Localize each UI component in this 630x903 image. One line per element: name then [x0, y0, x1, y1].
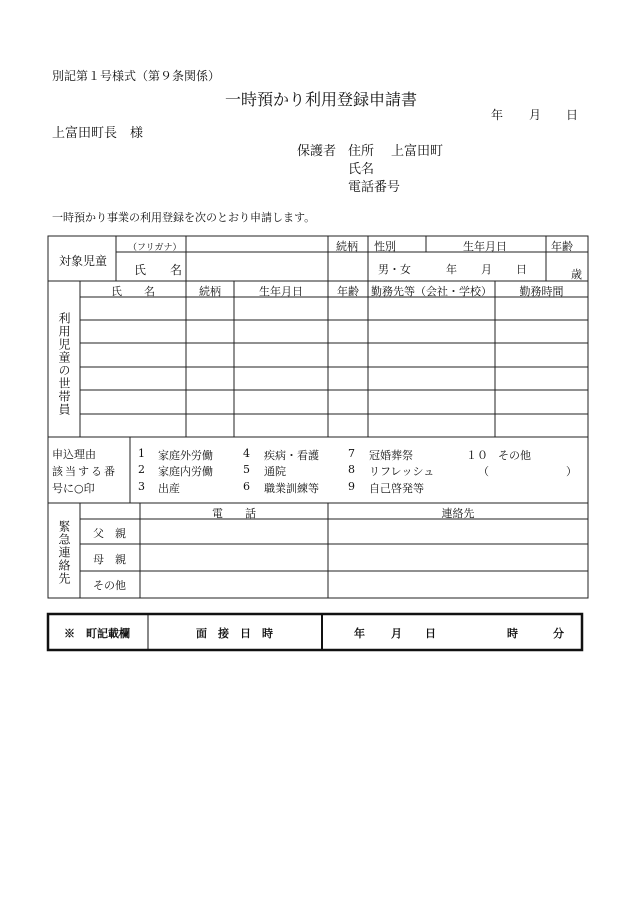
- child-birth-label: 生年月日: [463, 240, 507, 253]
- office-year: 年: [354, 627, 365, 640]
- household-col-hours: 勤務時間: [519, 285, 564, 298]
- address-label: 住所: [348, 144, 375, 159]
- household-col-workplace: 勤務先等（会社・学校）: [371, 285, 492, 298]
- other-paren-close: ）: [566, 465, 577, 478]
- other-paren-open: （: [478, 465, 489, 478]
- reason-3-text: 出産: [158, 482, 180, 495]
- household-col-birth: 生年月日: [259, 285, 303, 298]
- reason-1-no[interactable]: 1: [138, 447, 145, 460]
- interview-label: 面 接 日 時: [196, 627, 273, 640]
- reason-label-line1: 申込理由: [52, 448, 96, 461]
- household-col-name: 氏 名: [111, 285, 155, 298]
- date-year-label: 年: [491, 108, 504, 122]
- household-col-relation: 続柄: [199, 285, 221, 298]
- reason-5-text: 通院: [264, 465, 286, 478]
- emergency-contact-header: 連絡先: [441, 507, 475, 520]
- reason-9-text: 自己啓発等: [369, 482, 424, 495]
- office-month: 月: [391, 627, 402, 640]
- applicant-label: 保護者: [297, 144, 337, 159]
- phone-label: 電話番号: [348, 180, 401, 195]
- furigana-label: （フリガナ）: [128, 243, 182, 253]
- emergency-phone-header: 電 話: [212, 507, 256, 520]
- child-relation-label: 続柄: [336, 240, 358, 253]
- office-hour: 時: [507, 627, 518, 640]
- child-gender-label: 性別: [374, 240, 396, 253]
- household-side-label: 利用児童の世帯員: [57, 312, 71, 416]
- reason-10-text: その他: [498, 449, 531, 462]
- child-birth-day: 日: [516, 263, 527, 276]
- gender-options[interactable]: 男・女: [378, 263, 411, 276]
- reason-8-no[interactable]: 8: [348, 463, 355, 476]
- child-age-unit: 歳: [571, 268, 582, 281]
- address-value: 上富田町: [391, 144, 444, 159]
- reason-6-text: 職業訓練等: [264, 482, 319, 495]
- form-number: 別記第１号様式（第９条関係）: [52, 69, 221, 83]
- household-col-age: 年齢: [337, 285, 359, 298]
- child-age-label: 年齢: [551, 240, 573, 253]
- child-name-label: 氏 名: [134, 263, 183, 277]
- reason-7-text: 冠婚葬祭: [369, 449, 413, 462]
- reason-8-text: リフレッシュ: [369, 465, 435, 478]
- reason-label-line2: 該当する番: [52, 465, 117, 478]
- child-birth-month: 月: [481, 263, 492, 276]
- emergency-side-label: 緊急連絡先: [57, 520, 71, 585]
- date-month-label: 月: [529, 108, 542, 122]
- reason-4-text: 疾病・看護: [264, 449, 319, 462]
- addressee: 上富田町長 様: [52, 126, 144, 141]
- application-statement: 一時預かり事業の利用登録を次のとおり申請します。: [52, 211, 316, 224]
- name-label: 氏名: [348, 162, 375, 177]
- reason-10-no[interactable]: １０: [466, 449, 488, 462]
- emergency-father: 父 親: [93, 527, 126, 540]
- reason-2-no[interactable]: 2: [138, 463, 145, 476]
- emergency-other: その他: [93, 579, 126, 592]
- office-minute: 分: [553, 627, 564, 640]
- reason-5-no[interactable]: 5: [243, 463, 250, 476]
- office-use-label: ※ 町記載欄: [64, 627, 130, 640]
- reason-label-line3: 号に○印: [52, 482, 95, 495]
- reason-6-no[interactable]: 6: [243, 480, 250, 493]
- reason-4-no[interactable]: 4: [243, 447, 250, 460]
- child-section-label: 対象児童: [59, 254, 108, 268]
- date-day-label: 日: [566, 108, 579, 122]
- reason-2-text: 家庭内労働: [158, 465, 213, 478]
- child-birth-year: 年: [446, 263, 457, 276]
- office-day: 日: [425, 627, 436, 640]
- reason-1-text: 家庭外労働: [158, 449, 213, 462]
- reason-7-no[interactable]: 7: [348, 447, 355, 460]
- reason-9-no[interactable]: 9: [348, 480, 355, 493]
- emergency-mother: 母 親: [93, 553, 126, 566]
- reason-3-no[interactable]: 3: [138, 480, 145, 493]
- page-title: 一時預かり利用登録申請書: [225, 90, 418, 109]
